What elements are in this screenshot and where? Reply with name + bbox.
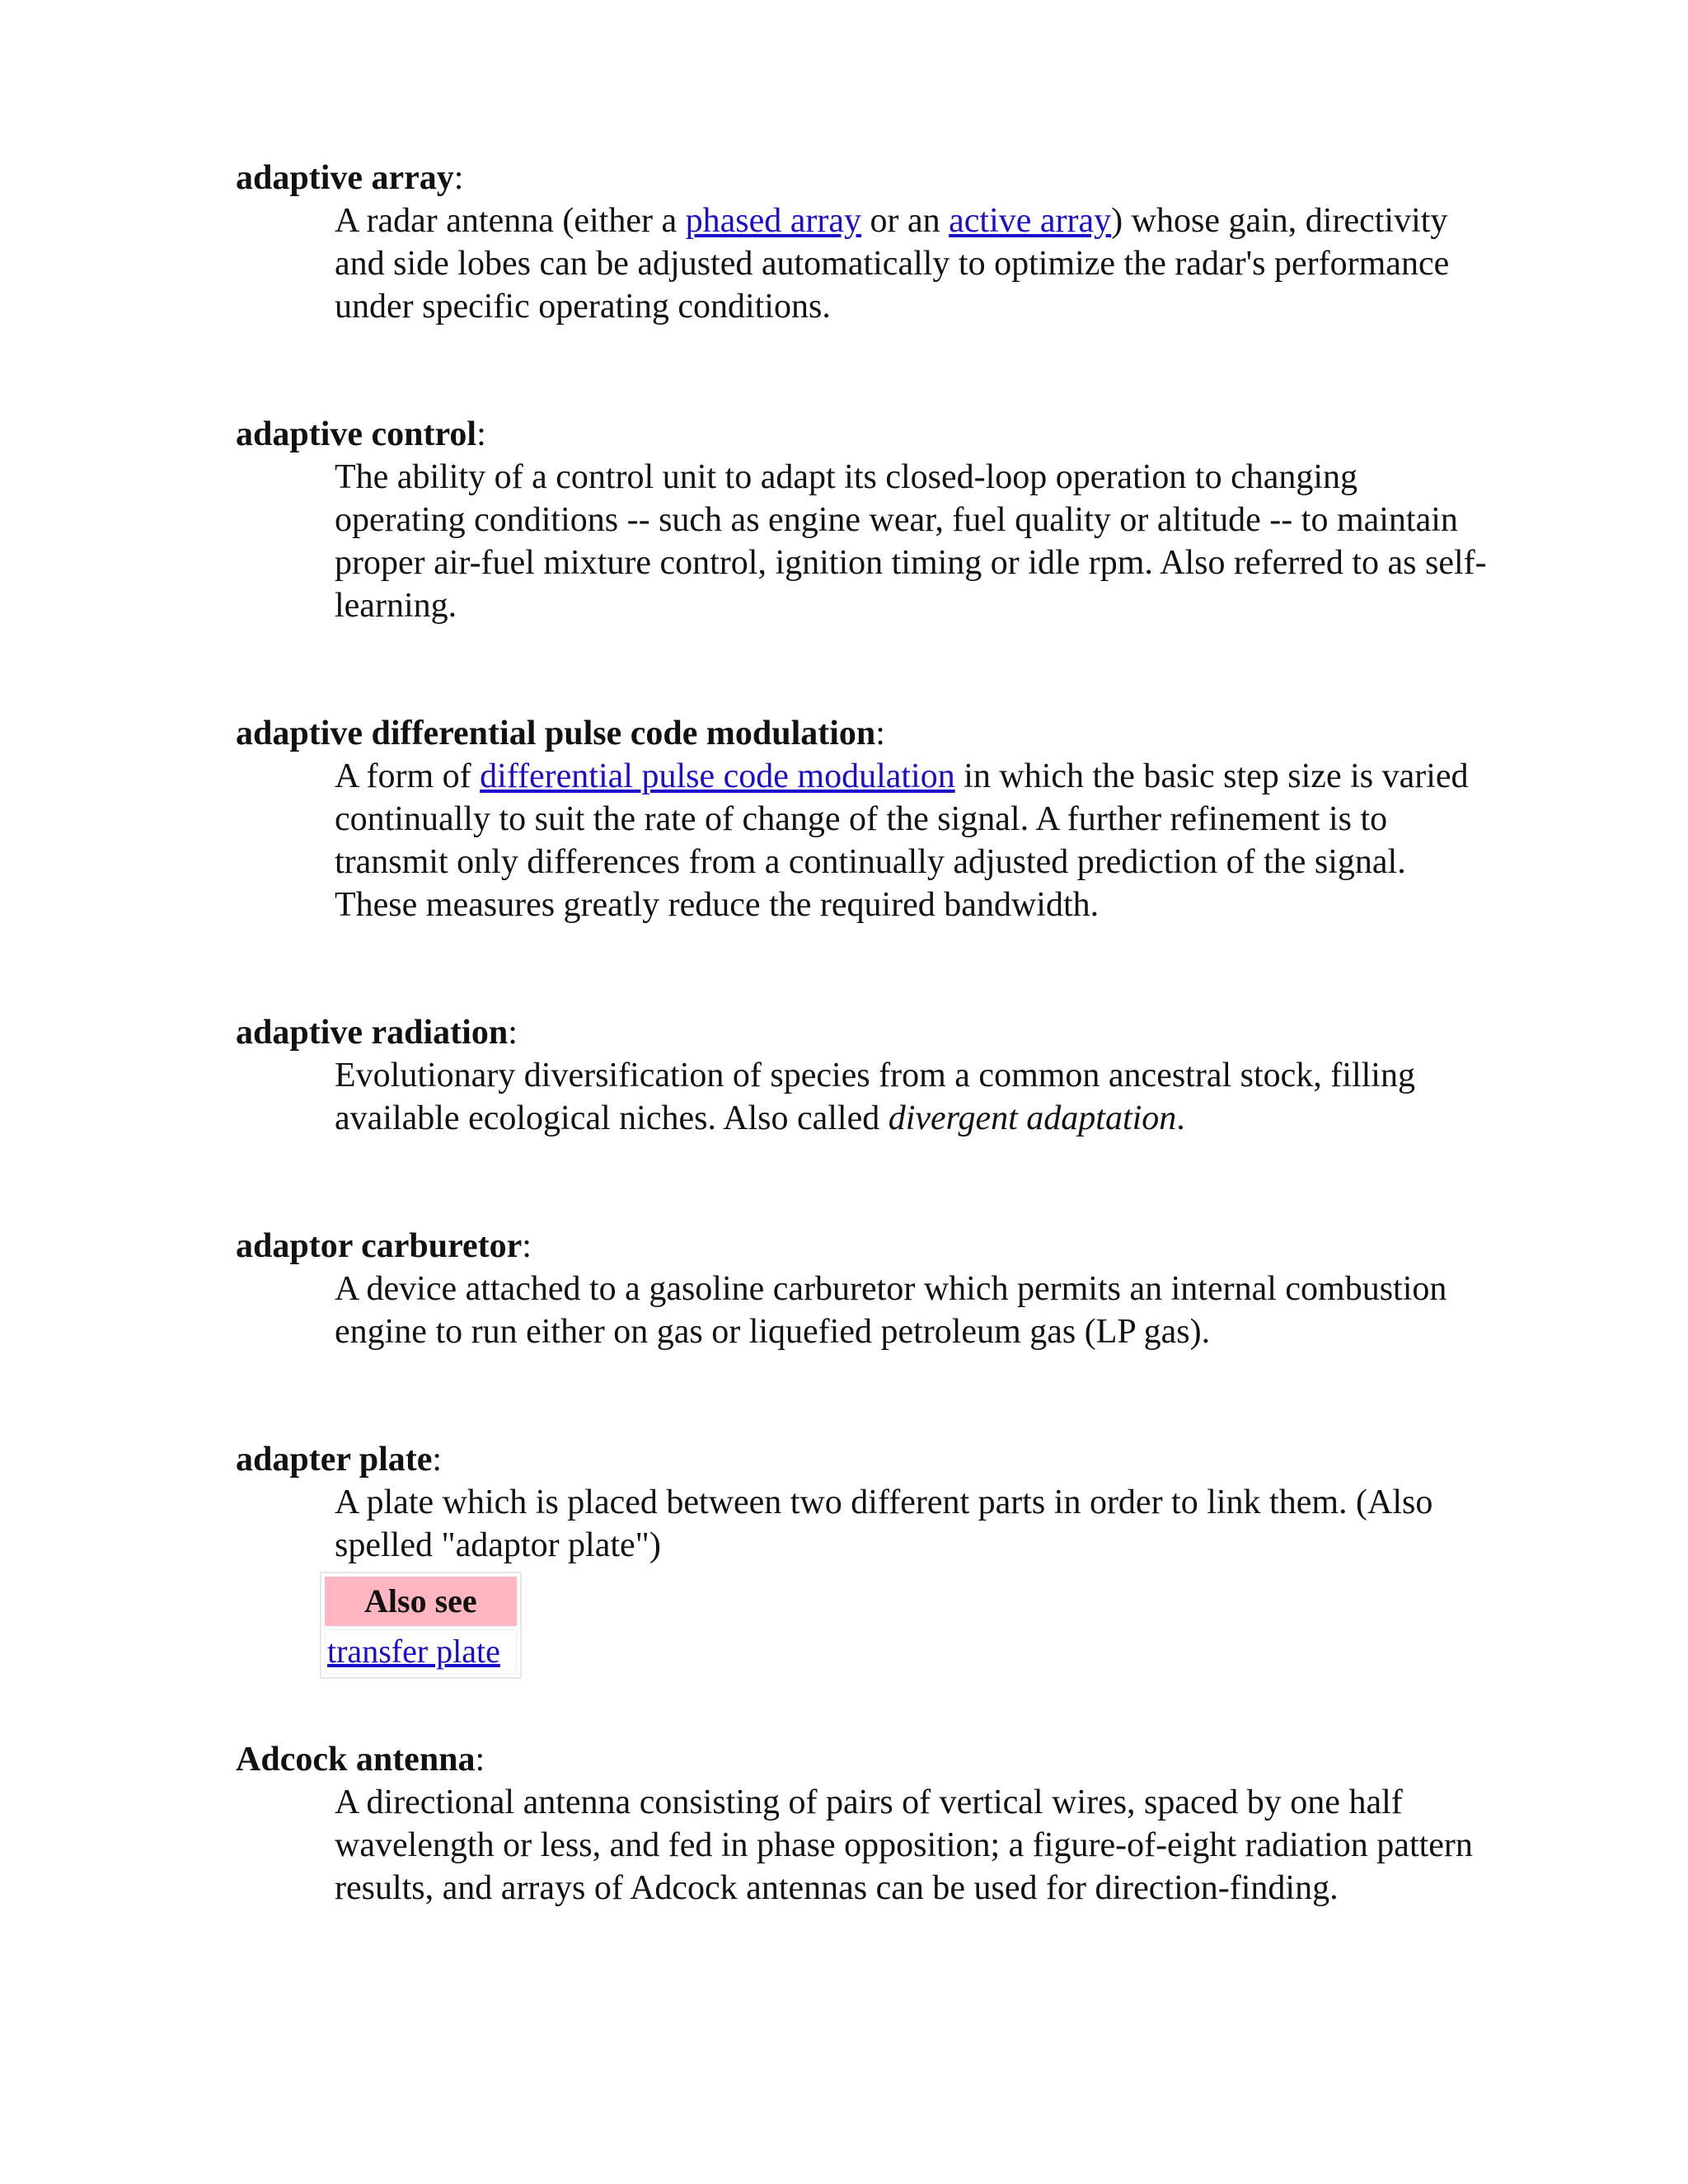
term-name: adaptive radiation bbox=[236, 1014, 509, 1052]
term-definition: Evolutionary diversification of species from a common ancestral stock, filling available ecological niches. Also called divergent adaptation. bbox=[335, 1057, 1415, 1137]
term-name: adapter plate bbox=[236, 1441, 433, 1479]
glossary-page bbox=[236, 157, 1487, 1910]
term-definition: The ability of a control unit to adapt its closed-loop operation to changing operating conditions -- such as engine wear, fuel quality or altitude -- to maintain proper air-fuel mixture control, ignition timing or idle rpm. Also referred to as self-learning. bbox=[335, 458, 1487, 625]
entry-spacer bbox=[236, 926, 1472, 1011]
term-heading: adaptor carburetor: bbox=[236, 1227, 532, 1265]
link-phased-array[interactable]: phased array bbox=[685, 202, 861, 240]
glossary-entry bbox=[236, 1738, 1472, 1910]
emphasis-text: divergent adaptation bbox=[888, 1099, 1177, 1137]
entry-spacer bbox=[236, 627, 1472, 712]
term-heading: adapter plate: bbox=[236, 1441, 443, 1479]
see-also-cell bbox=[325, 1629, 517, 1674]
entry-spacer bbox=[236, 1353, 1472, 1438]
term-heading: adaptive radiation: bbox=[236, 1014, 518, 1052]
entry-spacer bbox=[236, 1679, 1472, 1738]
glossary-entry bbox=[236, 157, 1472, 328]
term-name: Adcock antenna bbox=[236, 1741, 476, 1779]
glossary-entry bbox=[236, 712, 1472, 926]
term-heading: adaptive control: bbox=[236, 415, 486, 453]
term-heading: adaptive differential pulse code modulation: bbox=[236, 715, 885, 752]
term-definition: A device attached to a gasoline carburetor which permits an internal combustion engine to run either on gas or liquefied petroleum gas (LP gas). bbox=[335, 1270, 1447, 1351]
glossary-entry bbox=[236, 1225, 1472, 1353]
term-name: adaptive array bbox=[236, 159, 454, 197]
term-definition: A directional antenna consisting of pairs of vertical wires, spaced by one half wavelength or less, and fed in phase opposition; a figure-of-eight radiation pattern results, and arrays of Adcock antennas can be used for direction-finding. bbox=[335, 1783, 1473, 1907]
see-also-table bbox=[320, 1572, 522, 1679]
term-heading: adaptive array: bbox=[236, 159, 464, 197]
term-definition: A radar antenna (either a phased array or an active array) whose gain, directivity and side lobes can be adjusted automatically to optimize the radar's performance under specific operating conditions. bbox=[335, 202, 1450, 326]
glossary-entry bbox=[236, 413, 1487, 627]
term-definition: A form of differential pulse code modulation in which the basic step size is varied continually to suit the rate of change of the signal. A further refinement is to transmit only differences from a continually adjusted prediction of the signal. These measures greatly reduce the required bandwidth. bbox=[335, 757, 1469, 924]
term-name: adaptive differential pulse code modulation bbox=[236, 715, 876, 752]
link-active-array[interactable]: active array bbox=[949, 202, 1112, 240]
see-also-header: Also see bbox=[325, 1577, 517, 1626]
link-differential-pulse-code-modulation[interactable]: differential pulse code modulation bbox=[480, 757, 955, 795]
term-heading: Adcock antenna: bbox=[236, 1741, 485, 1779]
term-name: adaptive control bbox=[236, 415, 477, 453]
link-transfer-plate[interactable]: transfer plate bbox=[327, 1633, 500, 1670]
term-name: adaptor carburetor bbox=[236, 1227, 523, 1265]
glossary-entry bbox=[236, 1438, 1472, 1679]
glossary-entry bbox=[236, 1011, 1472, 1140]
entry-spacer bbox=[236, 328, 1472, 413]
term-definition: A plate which is placed between two different parts in order to link them. (Also spelled "adaptor plate") bbox=[335, 1483, 1433, 1564]
entry-spacer bbox=[236, 1140, 1472, 1225]
